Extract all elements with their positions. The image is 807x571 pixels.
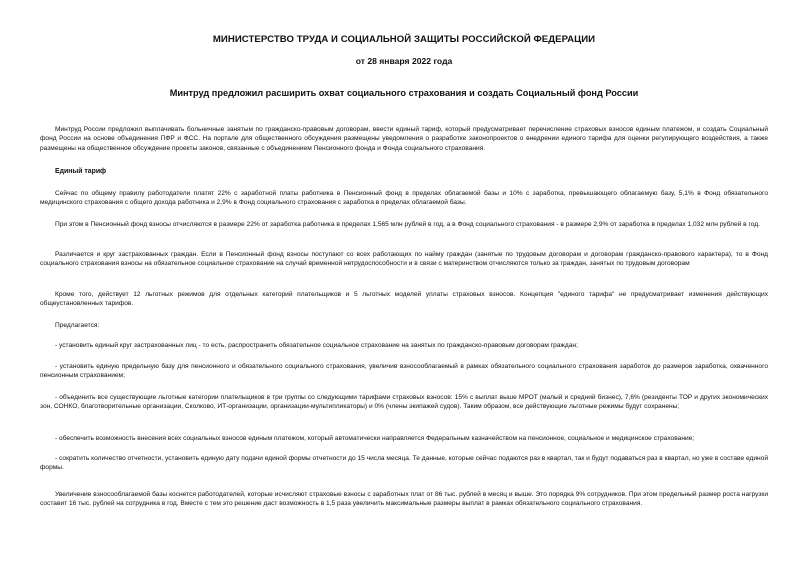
paragraph-limits: При этом в Пенсионный фонд взносы отчисляются в размере 22% от заработка работника в пределах 1,565 млн рублей в год, а в Фонд социального страхования - в размере 2,9% от заработка в пределах 1,032 млн рублей в год.: [55, 221, 760, 228]
proposal-item: - обеспечить возможность внесения всех социальных взносов единым платежом, который автоматически направляется Федеральным казначейством на пенсионное, социальное и медицинское страхование;: [55, 435, 695, 442]
intro-paragraph: Минтруд России предложил выплачивать больничные занятым по гражданско-правовым договорам, ввести единый тариф, который предусматривает перечисление страховых взносов единым платежом, и создать Социальный фонд России на основе объединения ПФР и ФСС. На портале для общественного обсуждения размещены уведомления о разработке законопроектов о внедрении единого тарифа для оценки регулирующего воздействия, а также размещены на общественное обсуждение проекты законов, связанные с объединением Пенсионного фонда и Фонда социального страхования.: [40, 126, 768, 152]
paragraph-current-rates: Сейчас по общему правилу работодатели платят 22% с заработной платы работника в Пенсионный фонд в пределах облагаемой базы и 10% с заработка, превышающего облагаемую базу, 5,1% в Фонд обязательного медицинского страхования с общего дохода работника и 2,9% в Фонд социального страхования с заработка в пределах облагаемой базы.: [40, 190, 768, 207]
paragraph-base-increase: Увеличение взносооблагаемой базы коснется работодателей, которые исчисляют страховые взносы с заработных плат от 86 тыс. рублей в месяц и выше. Это порядка 9% сотрудников. При этом предельный размер роста нагрузки составит 16 тыс. рублей на сотрудника в год. Вместе с тем это решение даст возможность в 1,5 раза увеличить максимальные размеры выплат в рамках обязательного социального страхования.: [40, 491, 768, 508]
publication-date: от 28 января 2022 года: [355, 56, 453, 66]
paragraph-preferential-regimes: Кроме того, действует 12 льготных режимов для отдельных категорий плательщиков и 5 льготных моделей уплаты страховых взносов. Концепция "единого тарифа" не предусматривает изменения действующих общеустановленных тарифов.: [40, 291, 768, 308]
proposal-item: - объединить все существующие льготные категории плательщиков в три группы со следующими тарифами страховых взносов: 15% с выплат выше МРОТ (малый и средний бизнес), 7,6% (резиденты ТОР и других экономических зон, СОНКО, благотворительные организации, Сколково, ИТ-организации, организации-мультипликаторы) и 0% (члены экипажей судов). Таким образом, все действующие льготные режимы будут сохранены;: [40, 394, 768, 411]
ministry-title: МИНИСТЕРСТВО ТРУДА И СОЦИАЛЬНОЙ ЗАЩИТЫ РОССИЙСКОЙ ФЕДЕРАЦИИ: [212, 34, 596, 45]
section-title: Единый тариф: [55, 168, 107, 175]
proposal-item: - установить единый круг застрахованных лиц - то есть, распространить обязательное социальное страхование на занятых по гражданско-правовым договорам граждан;: [55, 342, 578, 349]
paragraph-insured-persons: Различается и круг застрахованных граждан. Если в Пенсионный фонд взносы поступают со всех работающих по найму граждан (занятые по трудовым договорам и договорам гражданско-правового характера), то в Фонд социального страхования взносы на обязательное социальное страхование на случай временной нетрудоспособности и в связи с материнством отчисляются только за граждан, занятых по трудовым договорам: [40, 251, 768, 268]
article-headline: Минтруд предложил расширить охват социального страхования и создать Социальный фонд России: [169, 88, 639, 98]
paragraph-proposed: Предлагается:: [55, 322, 100, 329]
proposal-item: - сократить количество отчетности, установить единую дату подачи единой формы отчетности до 15 числа месяца. Те данные, которые сейчас подаются раз в квартал, так и будут подаваться раз в квартал, но уже в составе единой формы.: [40, 455, 768, 472]
proposal-item: - установить единую предельную базу для пенсионного и обязательного социального страхования, увеличив взносооблагаемый в рамках обязательного социального страхования заработок до размеров заработка, охваченного пенсионным страхованием;: [40, 363, 768, 380]
